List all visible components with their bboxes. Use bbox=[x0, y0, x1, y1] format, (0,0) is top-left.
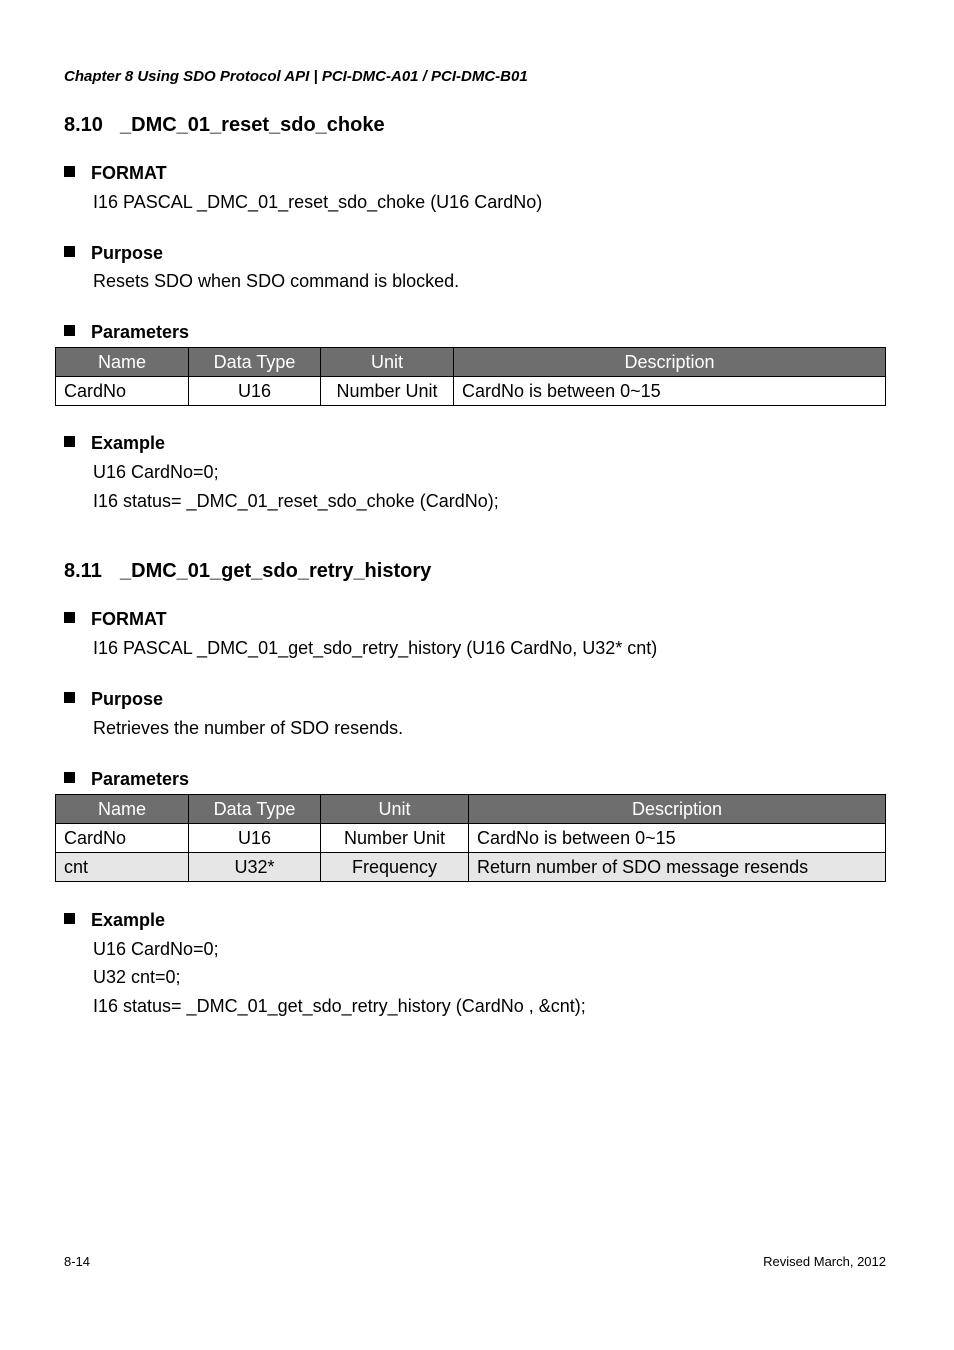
purpose-label: Purpose bbox=[91, 243, 164, 263]
format-label: FORMAT bbox=[91, 609, 167, 629]
param-name: CardNo bbox=[56, 824, 189, 853]
column-header: Data Type bbox=[189, 348, 321, 377]
param-name: cnt bbox=[56, 853, 189, 882]
bullet-square-icon bbox=[64, 436, 75, 447]
example-line: I16 status= _DMC_01_reset_sdo_choke (CardNo); bbox=[93, 491, 499, 511]
param-type: U32* bbox=[189, 853, 321, 882]
param-unit: Frequency bbox=[321, 853, 469, 882]
section-number: 8.10 bbox=[64, 114, 103, 136]
section-title: _DMC_01_get_sdo_retry_history bbox=[120, 560, 432, 582]
param-description: Return number of SDO message resends bbox=[469, 853, 886, 882]
purpose-heading bbox=[64, 243, 163, 264]
column-header: Unit bbox=[321, 795, 469, 824]
param-type: U16 bbox=[189, 377, 321, 406]
format-signature: I16 PASCAL _DMC_01_get_sdo_retry_history (U16 CardNo, U32* cnt) bbox=[93, 638, 658, 658]
format-heading bbox=[64, 163, 167, 184]
bullet-square-icon bbox=[64, 166, 75, 177]
example-label: Example bbox=[91, 433, 166, 453]
column-header: Unit bbox=[321, 348, 454, 377]
column-header: Data Type bbox=[189, 795, 321, 824]
format-label: FORMAT bbox=[91, 163, 167, 183]
param-description: CardNo is between 0~15 bbox=[469, 824, 886, 853]
table-row bbox=[56, 824, 886, 853]
example-line: U16 CardNo=0; bbox=[93, 939, 219, 959]
bullet-square-icon bbox=[64, 913, 75, 924]
example-line: I16 status= _DMC_01_get_sdo_retry_history (CardNo , &cnt); bbox=[93, 996, 586, 1016]
param-description: CardNo is between 0~15 bbox=[454, 377, 886, 406]
table-header-row bbox=[56, 795, 886, 824]
format-heading bbox=[64, 609, 167, 630]
param-unit: Number Unit bbox=[321, 377, 454, 406]
section-title: _DMC_01_reset_sdo_choke bbox=[120, 114, 385, 136]
column-header: Name bbox=[56, 348, 189, 377]
column-header: Description bbox=[469, 795, 886, 824]
parameters-table bbox=[55, 347, 886, 406]
example-line: U32 cnt=0; bbox=[93, 967, 181, 987]
bullet-square-icon bbox=[64, 692, 75, 703]
section-heading bbox=[64, 560, 431, 583]
parameters-label: Parameters bbox=[91, 322, 190, 342]
bullet-square-icon bbox=[64, 612, 75, 623]
param-type: U16 bbox=[189, 824, 321, 853]
section-heading bbox=[64, 114, 385, 137]
param-name: CardNo bbox=[56, 377, 189, 406]
example-heading bbox=[64, 910, 165, 931]
bullet-square-icon bbox=[64, 246, 75, 257]
parameters-heading bbox=[64, 769, 189, 790]
table-header-row bbox=[56, 348, 886, 377]
param-unit: Number Unit bbox=[321, 824, 469, 853]
purpose-text: Retrieves the number of SDO resends. bbox=[93, 718, 404, 738]
format-signature: I16 PASCAL _DMC_01_reset_sdo_choke (U16 CardNo) bbox=[93, 192, 543, 212]
parameters-table bbox=[55, 794, 886, 882]
bullet-square-icon bbox=[64, 772, 75, 783]
bullet-square-icon bbox=[64, 325, 75, 336]
column-header: Name bbox=[56, 795, 189, 824]
example-label: Example bbox=[91, 910, 166, 930]
table-row bbox=[56, 853, 886, 882]
purpose-text: Resets SDO when SDO command is blocked. bbox=[93, 271, 460, 291]
purpose-label: Purpose bbox=[91, 689, 164, 709]
revision-date: Revised March, 2012 bbox=[763, 1254, 886, 1269]
column-header: Description bbox=[454, 348, 886, 377]
purpose-heading bbox=[64, 689, 163, 710]
parameters-heading bbox=[64, 322, 189, 343]
example-line: U16 CardNo=0; bbox=[93, 462, 219, 482]
example-heading bbox=[64, 433, 165, 454]
page-header: Chapter 8 Using SDO Protocol API | PCI-DMC-A01 / PCI-DMC-B01 bbox=[64, 68, 528, 85]
parameters-label: Parameters bbox=[91, 769, 190, 789]
page-number: 8-14 bbox=[64, 1254, 91, 1269]
section-number: 8.11 bbox=[64, 560, 102, 582]
table-row bbox=[56, 377, 886, 406]
